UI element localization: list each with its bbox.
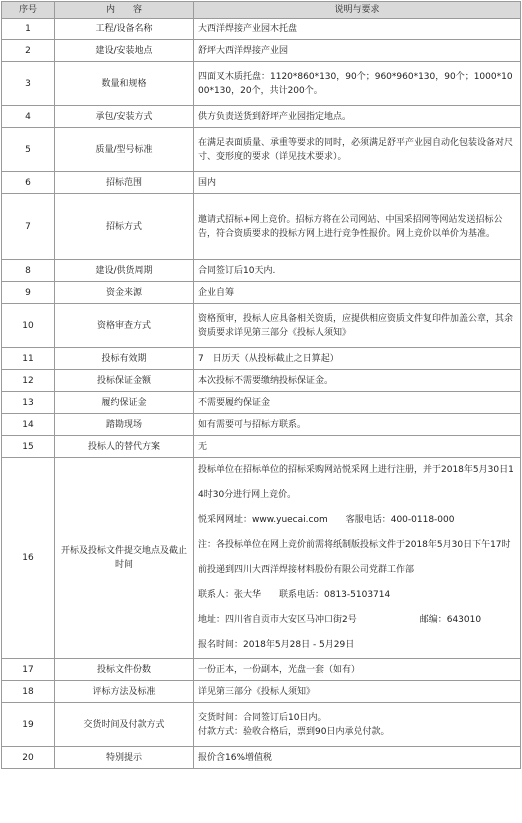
row-item: 建设/安装地点 (55, 40, 194, 62)
description-line: 7 日历天（从投标截止之日算起） (198, 353, 339, 364)
description-line: 注：各投标单位在网上竞价前需将纸制版投标文件于2018年5月30日下午17时前投递到四川大西洋焊接材料股份有限公司党群工作部 (198, 540, 511, 575)
row-number: 10 (2, 304, 55, 348)
row-number: 14 (2, 414, 55, 436)
row-description (194, 62, 521, 106)
row-number: 9 (2, 282, 55, 304)
row-item: 开标及投标文件提交地点及截止时间 (55, 458, 194, 659)
description-line: 四面叉木质托盘：1120*860*130，90个；960*960*130，90个；1000*1000*130，20个，共计200个。 (198, 71, 513, 96)
row-item: 数量和规格 (55, 62, 194, 106)
table-row (2, 370, 521, 392)
row-number: 1 (2, 19, 55, 40)
row-description (194, 106, 521, 128)
row-description (194, 703, 521, 747)
table-row (2, 681, 521, 703)
table-row (2, 659, 521, 681)
row-item: 特别提示 (55, 747, 194, 769)
row-description (194, 19, 521, 40)
description-line: 国内 (198, 177, 217, 188)
tender-table (1, 1, 521, 769)
row-description (194, 304, 521, 348)
row-number: 3 (2, 62, 55, 106)
row-item: 招标方式 (55, 194, 194, 260)
row-description (194, 172, 521, 194)
description-line: 供方负责送货到舒坪产业园指定地点。 (198, 111, 352, 122)
row-item: 投标人的替代方案 (55, 436, 194, 458)
row-item: 投标有效期 (55, 348, 194, 370)
table-row (2, 747, 521, 769)
row-number: 18 (2, 681, 55, 703)
description-line: 交货时间：合同签订后10日内。 (198, 712, 327, 723)
row-item: 评标方法及标准 (55, 681, 194, 703)
header-item: 内 容 (55, 2, 194, 19)
row-item: 投标文件份数 (55, 659, 194, 681)
table-row (2, 392, 521, 414)
table-row (2, 436, 521, 458)
table-row (2, 414, 521, 436)
row-number: 15 (2, 436, 55, 458)
description-line: 企业自筹 (198, 287, 235, 298)
description-line: 投标单位在招标单位的招标采购网站悦采网上进行注册，并于2018年5月30日14时30分进行网上竞价。 (198, 465, 514, 500)
header-row (2, 2, 521, 19)
table-row (2, 40, 521, 62)
table-row (2, 304, 521, 348)
row-description (194, 458, 521, 659)
description-line: 联系人：张大华 联系电话：0813-5103714 (198, 590, 391, 600)
row-number: 12 (2, 370, 55, 392)
header-desc: 说明与要求 (194, 2, 521, 19)
description-line: 悦采网网址：www.yuecai.com 客服电话：400-0118-000 (198, 515, 455, 525)
row-description (194, 659, 521, 681)
description-line: 合同签订后10天内. (198, 265, 276, 276)
description-line: 详见第三部分《投标人须知》 (198, 686, 316, 697)
row-number: 19 (2, 703, 55, 747)
description-line: 地址：四川省自贡市大安区马冲口街2号 邮编：643010 (198, 615, 482, 625)
table-row (2, 19, 521, 40)
row-description (194, 747, 521, 769)
description-line: 报价含16%增值税 (198, 752, 273, 763)
description-line: 在满足表面质量、承重等要求的同时，必须满足舒平产业园自动化包装设备对尺寸、变形度的要求（详见技术要求）。 (198, 137, 514, 162)
row-item: 资格审查方式 (55, 304, 194, 348)
header-no: 序号 (2, 2, 55, 19)
row-item: 承包/安装方式 (55, 106, 194, 128)
table-row (2, 348, 521, 370)
table-row (2, 703, 521, 747)
table-row (2, 282, 521, 304)
row-number: 17 (2, 659, 55, 681)
row-item: 资金来源 (55, 282, 194, 304)
row-description (194, 436, 521, 458)
row-number: 4 (2, 106, 55, 128)
description-line: 舒坪大西洋焊接产业园 (198, 45, 289, 56)
row-number: 5 (2, 128, 55, 172)
row-number: 11 (2, 348, 55, 370)
row-item: 投标保证金额 (55, 370, 194, 392)
table-row (2, 194, 521, 260)
row-description (194, 681, 521, 703)
description-line: 不需要履约保证金 (198, 397, 271, 408)
description-line: 本次投标不需要缴纳投标保证金。 (198, 375, 334, 386)
row-number: 20 (2, 747, 55, 769)
description-line: 一份正本，一份副本，光盘一套（如有） (198, 664, 361, 675)
row-number: 8 (2, 260, 55, 282)
description-line: 资格预审，投标人应具备相关资质，应提供相应资质文件复印件加盖公章，其余资质要求详见第三部分《投标人须知》 (198, 313, 514, 338)
table-row (2, 62, 521, 106)
row-item: 踏勘现场 (55, 414, 194, 436)
table-row (2, 128, 521, 172)
row-description (194, 414, 521, 436)
description-line: 邀请式招标+网上竞价。招标方将在公司网站、中国采招网等网站发送招标公告，符合资质要求的投标方网上进行竞争性报价。网上竞价以单价为基准。 (198, 214, 503, 239)
table-row (2, 106, 521, 128)
row-number: 13 (2, 392, 55, 414)
table-row (2, 458, 521, 659)
row-description (194, 128, 521, 172)
description-line: 如有需要可与招标方联系。 (198, 419, 307, 430)
row-item: 招标范围 (55, 172, 194, 194)
row-number: 7 (2, 194, 55, 260)
row-description (194, 260, 521, 282)
row-description (194, 392, 521, 414)
row-item: 履约保证金 (55, 392, 194, 414)
row-item: 工程/设备名称 (55, 19, 194, 40)
table-row (2, 172, 521, 194)
description-line: 报名时间：2018年5月28日 - 5月29日 (198, 640, 355, 650)
row-description (194, 282, 521, 304)
row-description (194, 348, 521, 370)
description-line: 大西洋焊接产业园木托盘 (198, 24, 298, 34)
row-number: 6 (2, 172, 55, 194)
table-body (2, 19, 521, 769)
table-row (2, 260, 521, 282)
row-description (194, 40, 521, 62)
row-item: 质量/型号标准 (55, 128, 194, 172)
row-item: 交货时间及付款方式 (55, 703, 194, 747)
description-line: 无 (198, 441, 208, 452)
row-item: 建设/供货周期 (55, 260, 194, 282)
row-description (194, 370, 521, 392)
row-number: 16 (2, 458, 55, 659)
row-description (194, 194, 521, 260)
description-line: 付款方式：验收合格后，票到90日内承兑付款。 (198, 726, 390, 737)
row-number: 2 (2, 40, 55, 62)
